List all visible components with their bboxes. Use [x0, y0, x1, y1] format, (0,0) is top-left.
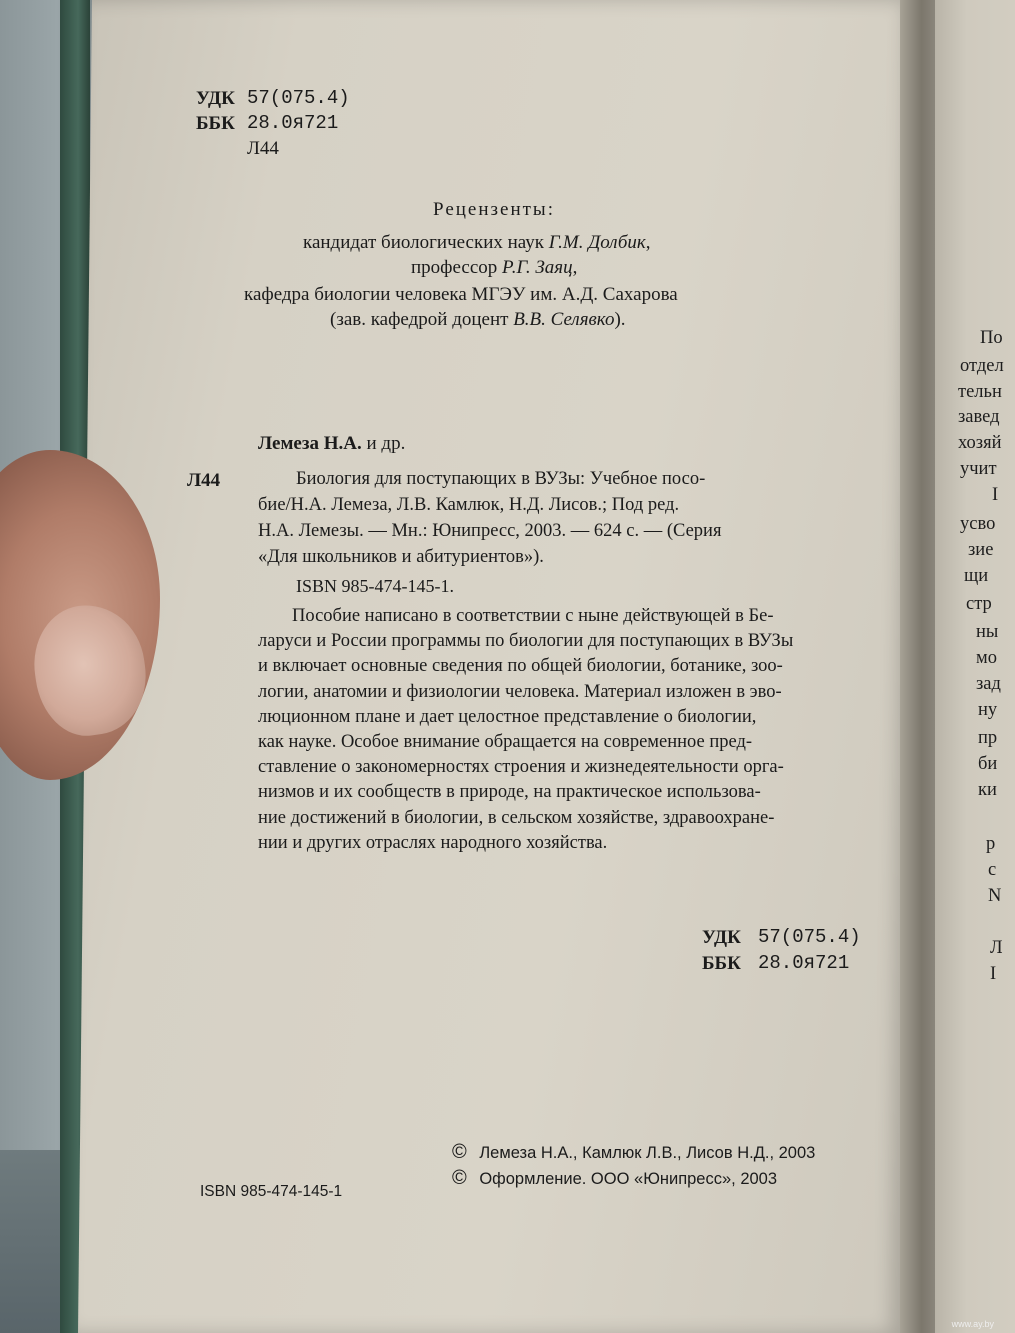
fragment: I [990, 964, 997, 984]
footer-bbk-label: ББК [702, 953, 741, 974]
reviewer-name: Р.Г. Заяц [502, 257, 573, 278]
entry-description-line: Биология для поступающих в ВУЗы: Учебное посо- [296, 469, 706, 489]
udk-label: УДК [196, 88, 235, 109]
fragment: мо [976, 648, 997, 668]
copyright-text: Лемеза Н.А., Камлюк Л.В., Лисов Н.Д., 2003 [479, 1144, 816, 1162]
reviewers-heading: Рецензенты: [433, 199, 555, 220]
facing-page-text [952, 0, 1012, 1333]
fragment: зие [968, 540, 994, 560]
entry-code: Л44 [187, 470, 221, 491]
annotation-line: логии, анатомии и физиологии человека. Материал изложен в эво- [258, 681, 782, 702]
copyright-icon: © [452, 1167, 467, 1189]
fragment: отдел [960, 356, 1004, 376]
footer-udk-value: 57(075.4) [758, 926, 861, 948]
copyright-icon: © [452, 1141, 467, 1163]
reviewer-title: кандидат биологических наук [303, 232, 544, 253]
bbk-value: 28.0я721 [247, 112, 339, 134]
annotation-line: и включает основные сведения по общей биологии, ботанике, зоо- [258, 656, 783, 677]
reviewer-line-1 [303, 233, 651, 252]
annotation-line: ние достижений в биологии, в сельском хозяйстве, здравоохране- [258, 807, 775, 828]
fragment: I [992, 485, 999, 505]
footer-bbk-value: 28.0я721 [758, 952, 850, 974]
entry-author [258, 434, 405, 453]
fragment: N [988, 886, 1002, 906]
bottom-isbn: ISBN 985-474-145-1 [200, 1183, 343, 1200]
fragment: завед [958, 407, 1000, 427]
fragment: би [978, 754, 998, 774]
fragment: пр [978, 728, 998, 748]
fragment: ны [976, 622, 999, 642]
punctuation: , [645, 232, 651, 253]
reviewer-title: профессор [411, 257, 498, 278]
footer-udk-label: УДК [702, 927, 741, 948]
annotation-line: как науке. Особое внимание обращается на современное пред- [258, 732, 753, 753]
entry-description-line: «Для школьников и абитуриентов»). [258, 547, 544, 567]
copyright-text: Оформление. ООО «Юнипресс», 2003 [479, 1170, 778, 1188]
reviewer-name: Г.М. Долбик [548, 232, 646, 253]
annotation-line: низмов и их сообществ в природе, на практическое использова- [258, 782, 761, 803]
reviewer-line-2 [411, 258, 577, 277]
fragment: с [988, 860, 997, 880]
fragment: хозяй [958, 433, 1002, 453]
author-name: Лемеза Н.А. [258, 433, 362, 454]
fragment: По [980, 328, 1003, 348]
annotation-line: ставление о закономерностях строения и жизнедеятельности орга- [258, 757, 784, 778]
reviewer-name: В.В. Селявко [513, 309, 615, 330]
entry-isbn: ISBN 985-474-145-1. [296, 576, 454, 596]
entry-description-line: бие/Н.А. Лемеза, Л.В. Камлюк, Н.Д. Лисов.; Под ред. [258, 495, 680, 515]
reviewer-line-4 [330, 310, 626, 329]
fragment: учит [960, 459, 997, 479]
copyright-line-1 [452, 1142, 815, 1162]
fragment: стр [966, 594, 992, 614]
author-etal: и др. [366, 433, 406, 454]
fragment: ки [978, 780, 997, 800]
reviewer-title: (зав. кафедрой доцент [330, 309, 509, 330]
annotation-line: нии и других отраслях народного хозяйства. [258, 832, 608, 853]
annotation-line: ларуси и России программы по биологии для поступающих в ВУЗы [258, 631, 794, 652]
punctuation: ). [614, 309, 626, 330]
fragment: зад [976, 674, 1001, 694]
entry-description-line: Н.А. Лемезы. — Мн.: Юнипресс, 2003. — 624 с. — (Серия [258, 521, 722, 541]
watermark: www.ay.by [951, 1319, 994, 1329]
fragment: ну [978, 700, 998, 720]
fragment: Л [990, 938, 1003, 958]
annotation-line: люционном плане и дает целостное представление о биологии, [258, 706, 757, 727]
udk-value: 57(075.4) [247, 87, 350, 109]
catalog-code: Л44 [247, 138, 279, 159]
punctuation: , [572, 257, 578, 278]
copyright-line-2 [452, 1168, 777, 1188]
fragment: усво [960, 514, 996, 534]
annotation-paragraph [258, 604, 843, 856]
fragment: р [986, 834, 996, 854]
fragment: тельн [958, 382, 1002, 402]
annotation-line: Пособие написано в соответствии с ныне действующей в Бе- [292, 606, 774, 626]
reviewer-line-3: кафедра биологии человека МГЭУ им. А.Д. Сахарова [244, 284, 678, 305]
bbk-label: ББК [196, 113, 235, 134]
fragment: щи [964, 566, 989, 586]
